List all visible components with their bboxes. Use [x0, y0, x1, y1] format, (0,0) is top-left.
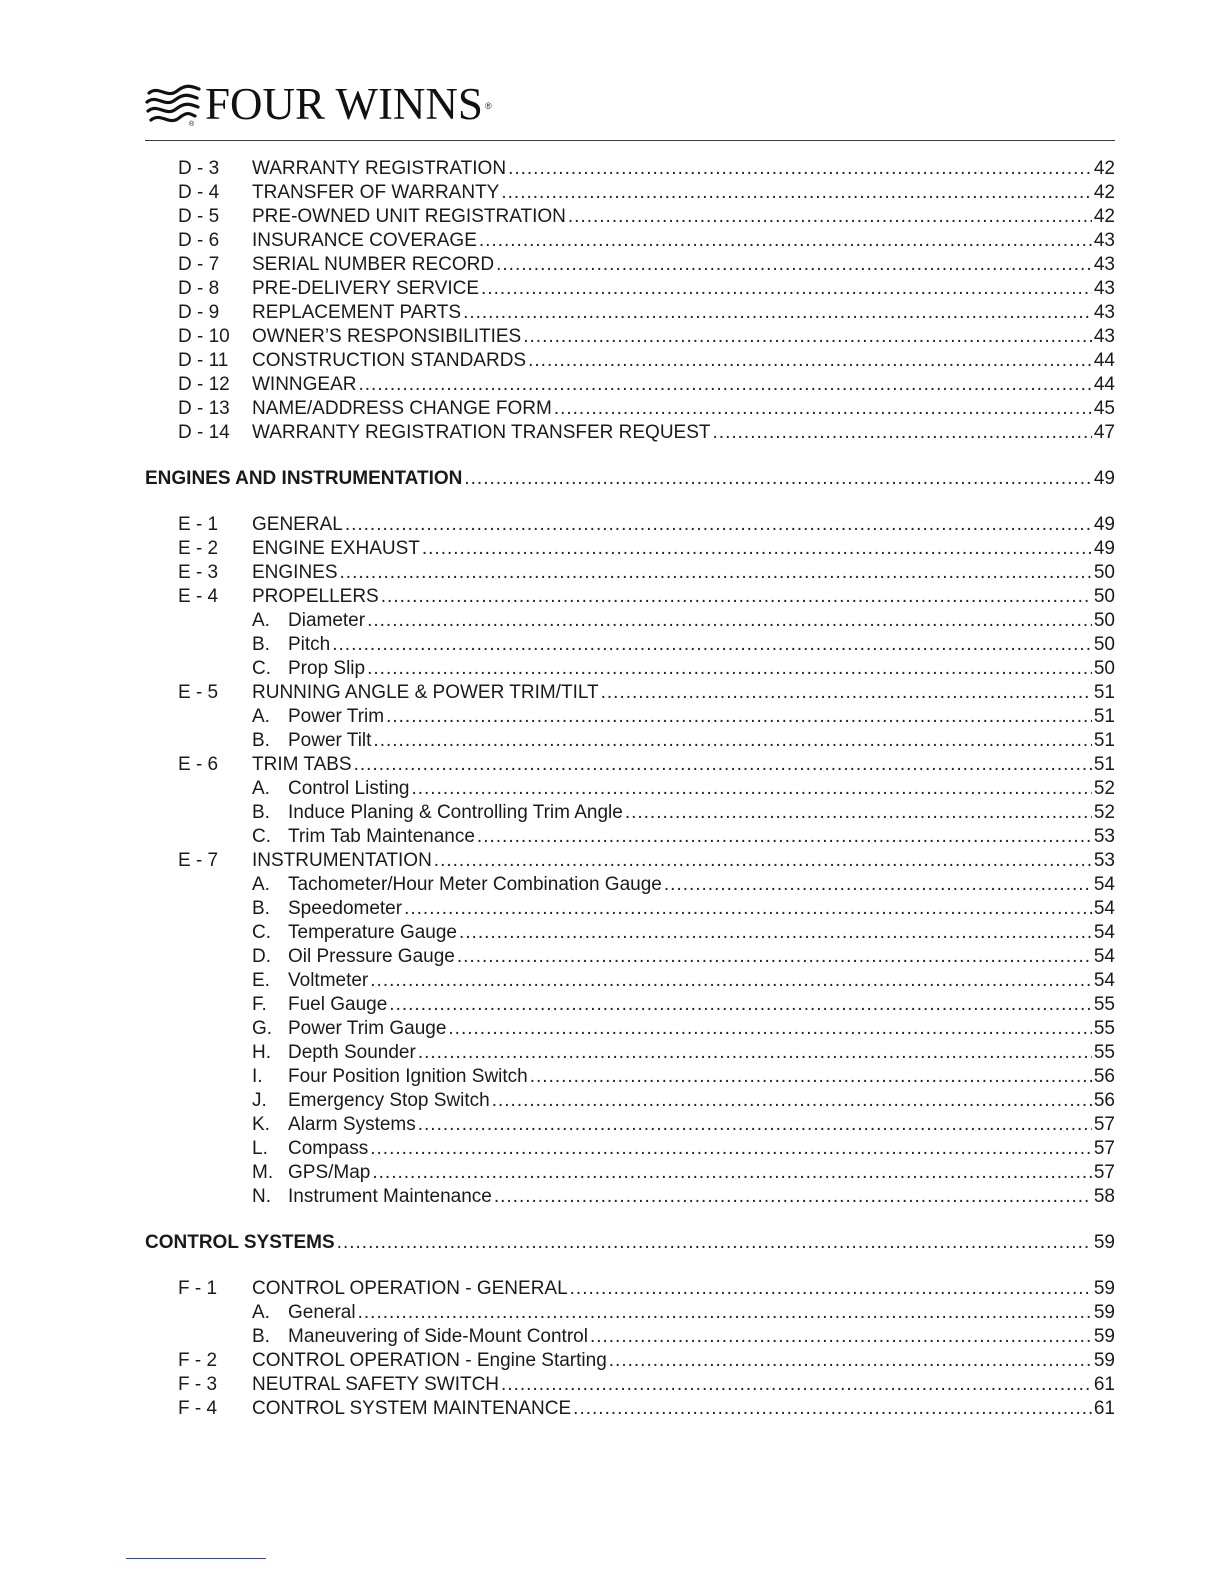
- toc-subentry-letter: B.: [252, 730, 270, 751]
- toc-page-number: 42: [1093, 158, 1115, 179]
- toc-entry-row[interactable]: [145, 537, 1115, 561]
- toc-entry-number: F - 1: [178, 1278, 218, 1299]
- toc-entry-title: TRANSFER OF WARRANTY: [252, 182, 500, 203]
- toc-subentry-row[interactable]: [145, 777, 1115, 801]
- toc-dot-leader: [664, 873, 1092, 897]
- toc-subentry-row[interactable]: [145, 657, 1115, 681]
- toc-entry-row[interactable]: [145, 849, 1115, 873]
- toc-dot-leader: [389, 993, 1092, 1017]
- toc-entry-row[interactable]: [145, 1397, 1115, 1421]
- toc-page-number: 54: [1093, 898, 1115, 919]
- toc-page-number: 59: [1093, 1278, 1115, 1299]
- bottom-link-underline[interactable]: [126, 1558, 266, 1559]
- toc-subentry-letter: C.: [252, 658, 271, 679]
- toc-page-number: 56: [1093, 1090, 1115, 1111]
- toc-entry-title: Tachometer/Hour Meter Combination Gauge: [288, 874, 662, 895]
- toc-dot-leader: [386, 705, 1092, 729]
- toc-subentry-letter: H.: [252, 1042, 271, 1063]
- toc-dot-leader: [404, 897, 1092, 921]
- toc-page-number: 55: [1093, 1042, 1115, 1063]
- toc-dot-leader: [345, 513, 1092, 537]
- toc-subentry-row[interactable]: [145, 1325, 1115, 1349]
- toc-dot-leader: [381, 585, 1092, 609]
- toc-entry-row[interactable]: [145, 277, 1115, 301]
- toc-entry-row[interactable]: [145, 1349, 1115, 1373]
- toc-page-number: 59: [1093, 1302, 1115, 1323]
- toc-dot-leader: [337, 1231, 1092, 1255]
- toc-entry-title: Induce Planing & Controlling Trim Angle: [288, 802, 623, 823]
- toc-dot-leader: [492, 1089, 1092, 1113]
- toc-page-number: 45: [1093, 398, 1115, 419]
- toc-entry-title: NAME/ADDRESS CHANGE FORM: [252, 398, 552, 419]
- toc-subentry-letter: A.: [252, 874, 270, 895]
- toc-page-number: 53: [1093, 850, 1115, 871]
- toc-subentry-letter: A.: [252, 1302, 270, 1323]
- toc-page-number: 59: [1093, 1232, 1115, 1253]
- toc-entry-row[interactable]: [145, 513, 1115, 537]
- brand-logo: [145, 80, 492, 128]
- toc-entry-title: Maneuvering of Side-Mount Control: [288, 1326, 588, 1347]
- svg-text:®: ®: [189, 121, 195, 127]
- toc-dot-leader: [463, 301, 1092, 325]
- toc-dot-leader: [367, 609, 1092, 633]
- toc-entry-title: PROPELLERS: [252, 586, 379, 607]
- toc-dot-leader: [573, 1397, 1092, 1421]
- toc-page-number: 49: [1093, 538, 1115, 559]
- toc-entry-number: D - 4: [178, 182, 220, 203]
- toc-subentry-row[interactable]: [145, 897, 1115, 921]
- toc-entry-title: ENGINES: [252, 562, 338, 583]
- toc-entry-title: GPS/Map: [288, 1162, 371, 1183]
- toc-entry-title: WARRANTY REGISTRATION: [252, 158, 507, 179]
- toc-dot-leader: [590, 1325, 1092, 1349]
- toc-entry-row[interactable]: [145, 205, 1115, 229]
- toc-dot-leader: [354, 753, 1092, 777]
- toc-entry-title: CONSTRUCTION STANDARDS: [252, 350, 527, 371]
- toc-page-number: 50: [1093, 634, 1115, 655]
- toc-dot-leader: [528, 349, 1092, 373]
- waves-logo-icon: [145, 81, 201, 127]
- toc-entry-row[interactable]: [145, 421, 1115, 445]
- toc-section-row[interactable]: [145, 467, 1115, 491]
- toc-page-number: 53: [1093, 826, 1115, 847]
- toc-dot-leader: [448, 1017, 1091, 1041]
- brand-name: FOUR WINNS: [205, 78, 483, 129]
- toc-dot-leader: [523, 325, 1092, 349]
- toc-subentry-letter: B.: [252, 898, 270, 919]
- table-of-contents: [145, 157, 1115, 1421]
- toc-entry-title: Temperature Gauge: [288, 922, 457, 943]
- toc-subentry-row[interactable]: [145, 1065, 1115, 1089]
- toc-entry-title: Pitch: [288, 634, 331, 655]
- toc-entry-title: TRIM TABS: [252, 754, 352, 775]
- toc-page-number: 52: [1093, 778, 1115, 799]
- toc-subentry-letter: M.: [252, 1162, 274, 1183]
- toc-subentry-row[interactable]: [145, 1017, 1115, 1041]
- toc-entry-number: E - 5: [178, 682, 219, 703]
- toc-entry-title: ENGINES AND INSTRUMENTATION: [145, 468, 463, 489]
- page-header: [145, 78, 1115, 141]
- toc-dot-leader: [373, 729, 1091, 753]
- toc-entry-title: INSURANCE COVERAGE: [252, 230, 477, 251]
- toc-dot-leader: [481, 277, 1092, 301]
- toc-entry-title: PRE-OWNED UNIT REGISTRATION: [252, 206, 566, 227]
- toc-entry-title: RUNNING ANGLE & POWER TRIM/TILT: [252, 682, 599, 703]
- toc-entry-number: E - 1: [178, 514, 219, 535]
- toc-subentry-row[interactable]: [145, 1113, 1115, 1137]
- toc-page-number: 55: [1093, 994, 1115, 1015]
- toc-page-number: 57: [1093, 1162, 1115, 1183]
- toc-dot-leader: [609, 1349, 1092, 1373]
- toc-page-number: 50: [1093, 562, 1115, 583]
- toc-dot-leader: [418, 1041, 1092, 1065]
- toc-dot-leader: [332, 633, 1092, 657]
- toc-entry-title: Speedometer: [288, 898, 403, 919]
- toc-dot-leader: [370, 969, 1092, 993]
- toc-entry-title: WARRANTY REGISTRATION TRANSFER REQUEST: [252, 422, 711, 443]
- toc-entry-number: E - 7: [178, 850, 219, 871]
- toc-dot-leader: [359, 373, 1092, 397]
- toc-entry-title: INSTRUMENTATION: [252, 850, 432, 871]
- toc-subentry-letter: A.: [252, 706, 270, 727]
- toc-subentry-letter: C.: [252, 922, 271, 943]
- toc-section-row[interactable]: [145, 1231, 1115, 1255]
- toc-entry-title: Voltmeter: [288, 970, 369, 991]
- toc-entry-row[interactable]: [145, 253, 1115, 277]
- toc-dot-leader: [568, 205, 1092, 229]
- toc-subentry-row[interactable]: [145, 1137, 1115, 1161]
- toc-subentry-row[interactable]: [145, 1161, 1115, 1185]
- toc-dot-leader: [554, 397, 1092, 421]
- toc-subentry-letter: I.: [252, 1066, 263, 1087]
- toc-subentry-row[interactable]: [145, 1089, 1115, 1113]
- toc-entry-number: D - 5: [178, 206, 220, 227]
- toc-subentry-letter: C.: [252, 826, 271, 847]
- toc-subentry-letter: E.: [252, 970, 270, 991]
- toc-page-number: 42: [1093, 206, 1115, 227]
- toc-entry-number: D - 11: [178, 350, 229, 371]
- toc-subentry-letter: A.: [252, 610, 270, 631]
- toc-page-number: 59: [1093, 1326, 1115, 1347]
- toc-subentry-row[interactable]: [145, 873, 1115, 897]
- toc-entry-row[interactable]: [145, 681, 1115, 705]
- toc-page-number: 43: [1093, 302, 1115, 323]
- toc-entry-title: Alarm Systems: [288, 1114, 416, 1135]
- toc-entry-title: ENGINE EXHAUST: [252, 538, 420, 559]
- toc-entry-row[interactable]: [145, 301, 1115, 325]
- toc-entry-title: CONTROL SYSTEM MAINTENANCE: [252, 1398, 572, 1419]
- toc-entry-title: Power Trim Gauge: [288, 1018, 447, 1039]
- toc-entry-number: E - 4: [178, 586, 219, 607]
- toc-dot-leader: [496, 253, 1092, 277]
- toc-entry-row[interactable]: [145, 585, 1115, 609]
- toc-page-number: 54: [1093, 970, 1115, 991]
- toc-subentry-letter: D.: [252, 946, 271, 967]
- toc-page-number: 44: [1093, 374, 1115, 395]
- toc-dot-leader: [411, 777, 1091, 801]
- toc-page-number: 56: [1093, 1066, 1115, 1087]
- toc-page-number: 49: [1093, 468, 1115, 489]
- toc-subentry-letter: B.: [252, 634, 270, 655]
- toc-subentry-row[interactable]: [145, 945, 1115, 969]
- toc-entry-title: GENERAL: [252, 514, 343, 535]
- toc-dot-leader: [358, 1301, 1092, 1325]
- toc-page-number: 51: [1093, 730, 1115, 751]
- toc-subentry-letter: L.: [252, 1138, 268, 1159]
- toc-dot-leader: [494, 1185, 1092, 1209]
- toc-entry-title: Power Trim: [288, 706, 385, 727]
- toc-dot-leader: [479, 229, 1092, 253]
- toc-entry-number: F - 3: [178, 1374, 218, 1395]
- toc-entry-row[interactable]: [145, 373, 1115, 397]
- toc-subentry-row[interactable]: [145, 705, 1115, 729]
- toc-subentry-letter: K.: [252, 1114, 270, 1135]
- toc-entry-number: E - 2: [178, 538, 219, 559]
- toc-page-number: 51: [1093, 682, 1115, 703]
- toc-page-number: 43: [1093, 254, 1115, 275]
- toc-page-number: 50: [1093, 658, 1115, 679]
- toc-entry-number: D - 6: [178, 230, 220, 251]
- toc-entry-row[interactable]: [145, 157, 1115, 181]
- toc-subentry-row[interactable]: [145, 825, 1115, 849]
- toc-dot-leader: [601, 681, 1092, 705]
- toc-entry-row[interactable]: [145, 561, 1115, 585]
- toc-subentry-letter: F.: [252, 994, 267, 1015]
- toc-subentry-letter: A.: [252, 778, 270, 799]
- toc-entry-title: Instrument Maintenance: [288, 1186, 492, 1207]
- toc-entry-title: CONTROL SYSTEMS: [145, 1232, 335, 1253]
- toc-entry-row[interactable]: [145, 325, 1115, 349]
- toc-entry-row[interactable]: [145, 397, 1115, 421]
- toc-page-number: 50: [1093, 610, 1115, 631]
- toc-dot-leader: [501, 181, 1092, 205]
- toc-entry-number: D - 7: [178, 254, 220, 275]
- toc-entry-number: E - 3: [178, 562, 219, 583]
- toc-entry-title: OWNER’S RESPONSIBILITIES: [252, 326, 522, 347]
- toc-page-number: 54: [1093, 946, 1115, 967]
- toc-dot-leader: [370, 1137, 1092, 1161]
- toc-entry-number: F - 4: [178, 1398, 218, 1419]
- toc-entry-number: D - 8: [178, 278, 220, 299]
- toc-dot-leader: [625, 801, 1092, 825]
- toc-dot-leader: [459, 921, 1092, 945]
- toc-entry-title: REPLACEMENT PARTS: [252, 302, 462, 323]
- toc-entry-number: D - 14: [178, 422, 230, 443]
- toc-entry-title: PRE-DELIVERY SERVICE: [252, 278, 480, 299]
- toc-page-number: 52: [1093, 802, 1115, 823]
- toc-page-number: 55: [1093, 1018, 1115, 1039]
- toc-page-number: 43: [1093, 326, 1115, 347]
- toc-entry-title: General: [288, 1302, 356, 1323]
- toc-entry-number: F - 2: [178, 1350, 218, 1371]
- toc-entry-title: Fuel Gauge: [288, 994, 388, 1015]
- toc-entry-title: Oil Pressure Gauge: [288, 946, 455, 967]
- toc-subentry-row[interactable]: [145, 993, 1115, 1017]
- toc-entry-title: Four Position Ignition Switch: [288, 1066, 528, 1087]
- toc-entry-title: Trim Tab Maintenance: [288, 826, 475, 847]
- toc-dot-leader: [434, 849, 1092, 873]
- toc-entry-title: SERIAL NUMBER RECORD: [252, 254, 495, 275]
- toc-dot-leader: [422, 537, 1092, 561]
- toc-dot-leader: [501, 1373, 1092, 1397]
- toc-entry-number: D - 9: [178, 302, 220, 323]
- toc-page-number: 47: [1093, 422, 1115, 443]
- toc-entry-title: WINNGEAR: [252, 374, 357, 395]
- toc-subentry-row[interactable]: [145, 609, 1115, 633]
- toc-subentry-row[interactable]: [145, 921, 1115, 945]
- toc-page-number: 57: [1093, 1138, 1115, 1159]
- toc-entry-row[interactable]: [145, 229, 1115, 253]
- toc-subentry-row[interactable]: [145, 969, 1115, 993]
- toc-dot-leader: [372, 1161, 1091, 1185]
- toc-dot-leader: [530, 1065, 1092, 1089]
- toc-entry-title: NEUTRAL SAFETY SWITCH: [252, 1374, 500, 1395]
- toc-entry-title: Diameter: [288, 610, 366, 631]
- toc-entry-number: D - 3: [178, 158, 220, 179]
- toc-dot-leader: [477, 825, 1092, 849]
- toc-dot-leader: [457, 945, 1092, 969]
- toc-entry-row[interactable]: [145, 349, 1115, 373]
- toc-dot-leader: [418, 1113, 1092, 1137]
- toc-subentry-letter: G.: [252, 1018, 273, 1039]
- toc-dot-leader: [340, 561, 1092, 585]
- toc-page-number: 42: [1093, 182, 1115, 203]
- toc-page-number: 43: [1093, 230, 1115, 251]
- toc-page-number: 54: [1093, 922, 1115, 943]
- toc-subentry-row[interactable]: [145, 729, 1115, 753]
- toc-page-number: 44: [1093, 350, 1115, 371]
- toc-dot-leader: [713, 421, 1092, 445]
- toc-entry-title: CONTROL OPERATION - GENERAL: [252, 1278, 568, 1299]
- toc-entry-row[interactable]: [145, 181, 1115, 205]
- toc-entry-number: D - 12: [178, 374, 230, 395]
- toc-subentry-letter: N.: [252, 1186, 271, 1207]
- toc-page-number: 43: [1093, 278, 1115, 299]
- toc-page-number: 59: [1093, 1350, 1115, 1371]
- toc-entry-title: CONTROL OPERATION - Engine Starting: [252, 1350, 607, 1371]
- toc-subentry-row[interactable]: [145, 1185, 1115, 1209]
- toc-entry-title: Control Listing: [288, 778, 410, 799]
- toc-entry-number: D - 13: [178, 398, 230, 419]
- toc-subentry-row[interactable]: [145, 1301, 1115, 1325]
- toc-subentry-row[interactable]: [145, 1041, 1115, 1065]
- toc-entry-title: Emergency Stop Switch: [288, 1090, 490, 1111]
- toc-page-number: 50: [1093, 586, 1115, 607]
- toc-page-number: 51: [1093, 754, 1115, 775]
- toc-entry-title: Depth Sounder: [288, 1042, 416, 1063]
- toc-entry-title: Power Tilt: [288, 730, 372, 751]
- toc-subentry-letter: B.: [252, 1326, 270, 1347]
- toc-entry-number: D - 10: [178, 326, 230, 347]
- toc-page-number: 58: [1093, 1186, 1115, 1207]
- registered-mark: ®: [484, 101, 492, 111]
- toc-page-number: 54: [1093, 874, 1115, 895]
- toc-page-number: 57: [1093, 1114, 1115, 1135]
- toc-subentry-row[interactable]: [145, 633, 1115, 657]
- toc-dot-leader: [570, 1277, 1092, 1301]
- toc-entry-row[interactable]: [145, 1277, 1115, 1301]
- toc-entry-number: E - 6: [178, 754, 219, 775]
- toc-entry-row[interactable]: [145, 1373, 1115, 1397]
- toc-page-number: 49: [1093, 514, 1115, 535]
- toc-subentry-letter: B.: [252, 802, 270, 823]
- toc-dot-leader: [508, 157, 1092, 181]
- toc-page-number: 61: [1093, 1374, 1115, 1395]
- toc-subentry-row[interactable]: [145, 801, 1115, 825]
- toc-entry-title: Prop Slip: [288, 658, 366, 679]
- toc-page-number: 51: [1093, 706, 1115, 727]
- toc-subentry-letter: J.: [252, 1090, 267, 1111]
- toc-dot-leader: [464, 467, 1091, 491]
- toc-dot-leader: [367, 657, 1092, 681]
- toc-entry-row[interactable]: [145, 753, 1115, 777]
- toc-entry-title: Compass: [288, 1138, 369, 1159]
- toc-page-number: 61: [1093, 1398, 1115, 1419]
